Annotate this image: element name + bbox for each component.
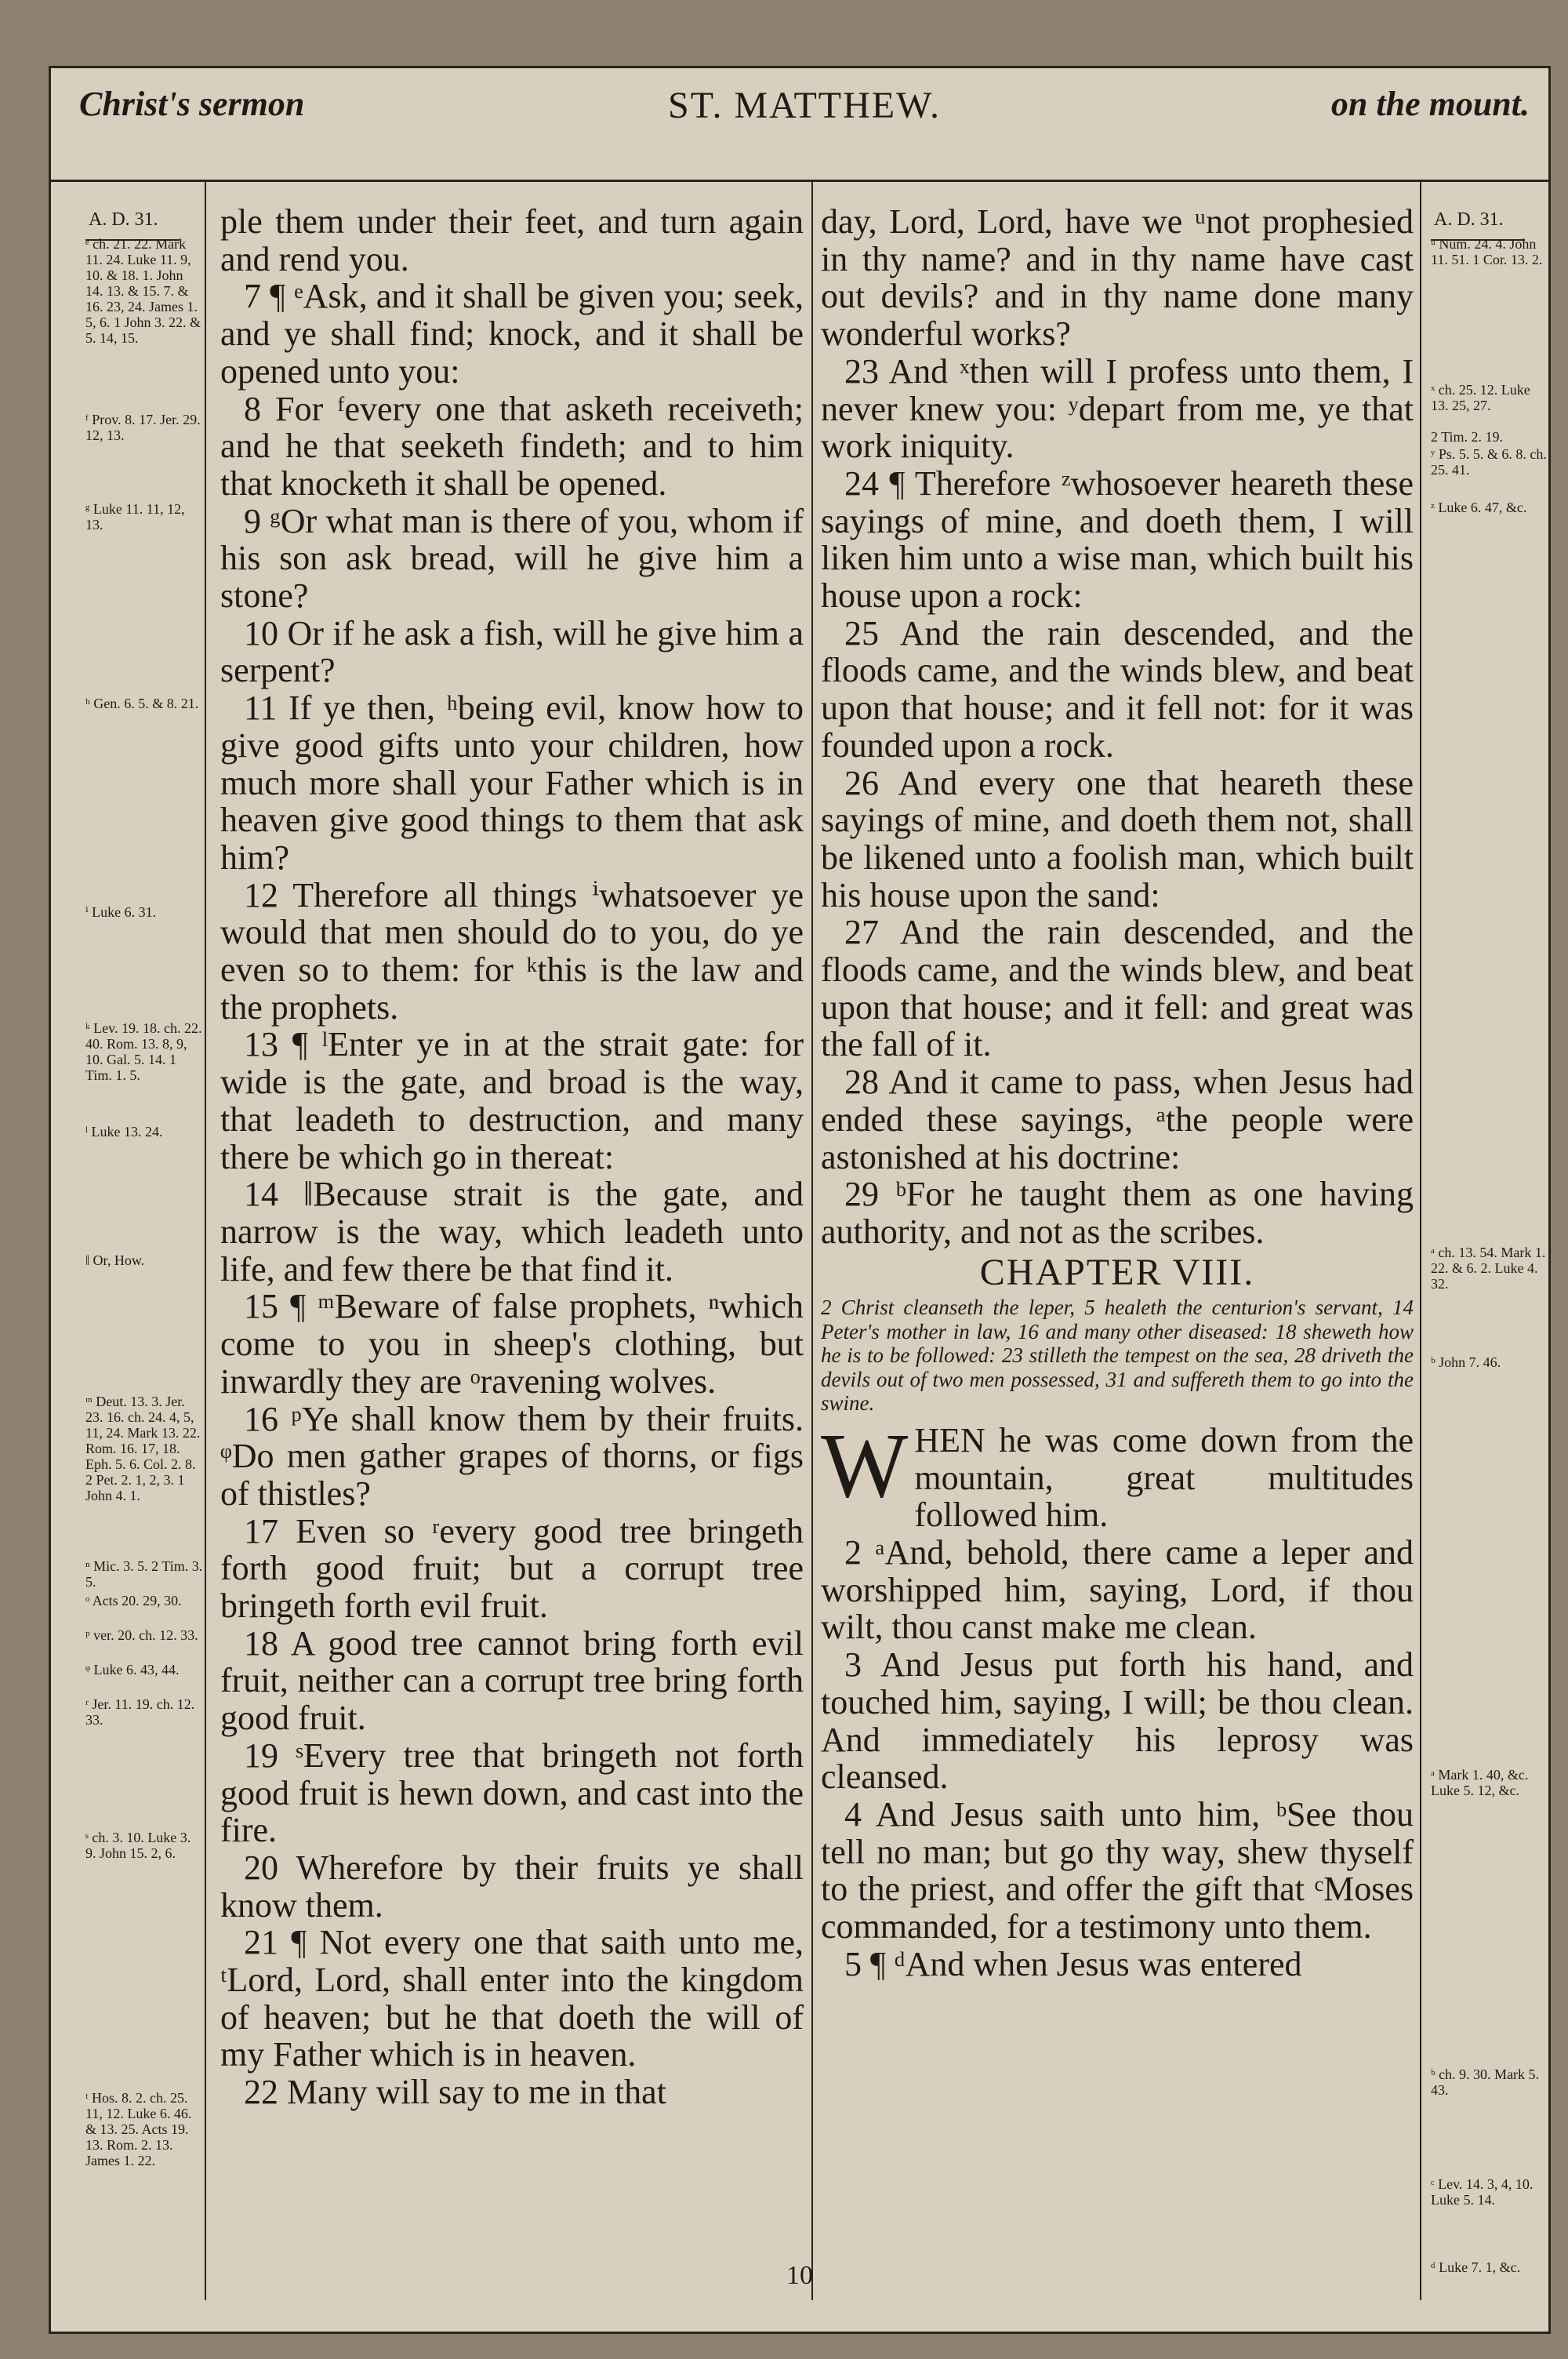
chapter-first-verse (821, 1413, 1414, 1535)
marg-ref: ˡ Luke 13. 24. (85, 1124, 163, 1140)
verse: 13 ¶ ˡEnter ye in at the strait gate: for wide is the gate, and broad is the way, that leadeth to destruction, and many there be which go in thereat: (220, 1025, 804, 1176)
drop-cap: W (821, 1413, 909, 1517)
verse: 10 Or if he ask a fish, will he give him a serpent? (220, 613, 804, 690)
verse: 25 And the rain descended, and the floods came, and the winds blew, and beat upon that house; and it fell not: for it was founded upon a rock. (821, 613, 1414, 765)
verse: 24 ¶ Therefore ᶻwhosoever heareth these sayings of mine, and doeth them, I will liken him unto a wise man, which built his house upon a rock: (821, 463, 1414, 616)
verse: 8 For ᶠevery one that asketh receiveth; and he that seeketh findeth; and to him that knocketh it shall be opened. (220, 389, 804, 503)
bible-page (49, 66, 1551, 2334)
marg-ref: ᵐ Deut. 13. 3. Jer. 23. 16. ch. 24. 4, 5, 11, 24. Mark 13. 22. Rom. 16. 17, 18. Eph. 5. 6. Col. 2. 8. 2 Pet. 2. 1, 2, 3. 1 John 4. 1. (85, 1394, 201, 1503)
page-number: 10 (786, 2261, 813, 2290)
verse: 26 And every one that heareth these sayings of mine, and doeth them not, shall be likened unto a foolish man, which built his house upon the sand: (821, 763, 1414, 914)
verse: 16 ᵖYe shall know them by their fruits. ᵠDo men gather grapes of thorns, or figs of thistles? (220, 1399, 804, 1513)
verse: 20 Wherefore by their fruits ye shall know them. (220, 1848, 804, 1925)
center-column-rule (811, 180, 813, 2300)
header-title: ST. MATTHEW. (668, 85, 941, 126)
marg-ref: ‖ Or, How. (85, 1252, 145, 1268)
verse: 22 Many will say to me in that (244, 2073, 666, 2112)
header-right: on the mount. (1330, 85, 1530, 123)
verse: 4 And Jesus saith unto him, ᵇSee thou tell no man; but go thy way, shew thyself to the priest, and offer the gift that ᶜMoses commanded, for a testimony unto them. (821, 1794, 1414, 1946)
verse: 27 And the rain descended, and the floods came, and the winds blew, and beat upon that house; and it fell: and great was the fall of it. (821, 913, 1414, 1064)
marg-ref: ᵠ Luke 6. 43, 44. (85, 1662, 180, 1677)
header-rule (51, 180, 1548, 182)
verse: 19 ˢEvery tree that bringeth not forth good fruit is hewn down, and cast into the fire. (220, 1736, 804, 1850)
left-margin-rule (205, 180, 206, 2300)
marg-ref: ᶻ Luke 6. 47, &c. (1431, 500, 1527, 515)
right-margin-rule (1420, 180, 1421, 2300)
verse: 29 ᵇFor he taught them as one having authority, and not as the scribes. (821, 1175, 1414, 1251)
text-column-right (821, 203, 1414, 1983)
verse: 15 ¶ ᵐBeware of false prophets, ⁿwhich come to you in sheep's clothing, but inwardly they are ᵒravening wolves. (220, 1287, 804, 1401)
verse: 21 ¶ Not every one that saith unto me, ᵗLord, Lord, shall enter into the kingdom of heaven; but he that doeth the will of my Father which is in heaven. (220, 1923, 804, 2074)
marg-ref: ᵍ Luke 11. 11, 12, 13. (85, 501, 185, 533)
marg-ref: ⁱ Luke 6. 31. (85, 904, 157, 920)
marg-ref: ᵃ ch. 13. 54. Mark 1. 22. & 6. 2. Luke 4. 32. (1431, 1245, 1546, 1292)
verse: 23 And ˣthen will I profess unto them, I never knew you: ʸdepart from me, ye that work iniquity. (821, 351, 1414, 466)
marg-ref: ˢ ch. 3. 10. Luke 3. 9. John 15. 2, 6. (85, 1830, 191, 1861)
verse-continuation: ple them under their feet, and turn again and rend you. (220, 202, 804, 278)
marg-ref: ʰ Gen. 6. 5. & 8. 21. (85, 696, 199, 711)
verse: 9 ᵍOr what man is there of you, whom if his son ask bread, will he give him a stone? (220, 501, 804, 616)
marg-ref: ᶠ Prov. 8. 17. Jer. 29. 12, 13. (85, 412, 201, 443)
header-left: Christ's sermon (79, 85, 305, 123)
marg-ref: ᵃ Mark 1. 40, &c. Luke 5. 12, &c. (1431, 1767, 1529, 1798)
marg-ref: ᶜ Lev. 14. 3, 4, 10. Luke 5. 14. (1431, 2176, 1534, 2208)
verse-continuation: day, Lord, Lord, have we ᵘnot prophesied in thy name? and in thy name have cast out devils? and in thy name done many wonderful works? (821, 202, 1414, 354)
marg-ref: ᵇ ch. 9. 30. Mark 5. 43. (1431, 2066, 1540, 2098)
marg-ref: ⁿ Mic. 3. 5. 2 Tim. 3. 5. (85, 1558, 203, 1590)
verse: 18 A good tree cannot bring forth evil fruit, neither can a corrupt tree bring forth good fruit. (220, 1623, 804, 1738)
year-label-left: A. D. 31. (89, 209, 158, 230)
text-column-left (220, 203, 804, 2111)
marg-ref: ᵖ ver. 20. ch. 12. 33. (85, 1627, 198, 1643)
chapter-summary: 2 Christ cleanseth the leper, 5 healeth the centurion's servant, 14 Peter's mother in law, 16 and many other diseased: 18 sheweth how he is to be followed: 23 stilleth the tempest on the sea, 28 driveth the devils out of two men possessed, 31 and suffereth them to go into the swine. (821, 1296, 1414, 1416)
first-verse-text: HEN he was come down from the mountain, great multitudes followed him. (914, 1420, 1414, 1535)
marg-ref: ᵗ Hos. 8. 2. ch. 25. 11, 12. Luke 6. 46. & 13. 25. Acts 19. 13. Rom. 2. 13. James 1. 22. (85, 2090, 192, 2168)
marg-ref: ʳ Jer. 11. 19. ch. 12. 33. (85, 1696, 195, 1728)
verse: 3 And Jesus put forth his hand, and touched him, saying, I will; be thou clean. And immediately his leprosy was cleansed. (821, 1645, 1414, 1797)
verse: 14 ‖Because strait is the gate, and narrow is the way, which leadeth unto life, and few there be that find it. (220, 1175, 804, 1289)
verse: 2 ᵃAnd, behold, there came a leper and worshipped him, saying, Lord, if thou wilt, thou canst make me clean. (821, 1533, 1414, 1647)
verse: 7 ¶ ᵉAsk, and it shall be given you; seek, and ye shall find; knock, and it shall be opened unto you: (220, 277, 804, 391)
marg-ref: ᵘ Num. 24. 4. John 11. 51. 1 Cor. 13. 2. (1431, 236, 1543, 267)
marg-ref: ˣ ch. 25. 12. Luke 13. 25, 27. (1431, 382, 1530, 413)
marg-ref: ᵒ Acts 20. 29, 30. (85, 1593, 182, 1608)
verse: 28 And it came to pass, when Jesus had ended these sayings, ᵃthe people were astonished at his doctrine: (821, 1063, 1414, 1176)
year-label-right: A. D. 31. (1434, 209, 1504, 230)
verse: 17 Even so ʳevery good tree bringeth forth good fruit; but a corrupt tree bringeth forth evil fruit. (220, 1511, 804, 1626)
verse: 11 If ye then, ʰbeing evil, know how to give good gifts unto your children, how much more shall your Father which is in heaven give good things to them that ask him? (220, 689, 804, 877)
marg-ref: ᵇ John 7. 46. (1431, 1354, 1501, 1370)
marg-ref: ᵏ Lev. 19. 18. ch. 22. 40. Rom. 13. 8, 9, 10. Gal. 5. 14. 1 Tim. 1. 5. (85, 1020, 202, 1083)
chapter-heading: CHAPTER VIII. (979, 1251, 1255, 1293)
marg-ref: ʸ Ps. 5. 5. & 6. 8. ch. 25. 41. (1431, 446, 1547, 478)
marg-ref: 2 Tim. 2. 19. (1431, 429, 1504, 445)
marg-ref: ᵉ ch. 21. 22. Mark 11. 24. Luke 11. 9, 10. & 18. 1. John 14. 13. & 15. 7. & 16. 23, 24. James 1. 5, 6. 1 John 3. 22. & 5. 14, 15. (85, 236, 201, 346)
verse: 5 ¶ ᵈAnd when Jesus was entered (844, 1944, 1302, 1983)
marg-ref: ᵈ Luke 7. 1, &c. (1431, 2259, 1521, 2275)
verse: 12 Therefore all things ⁱwhatsoever ye would that men should do to you, do ye even so to them: for ᵏthis is the law and the prophets. (220, 875, 804, 1027)
running-header (79, 78, 1530, 153)
